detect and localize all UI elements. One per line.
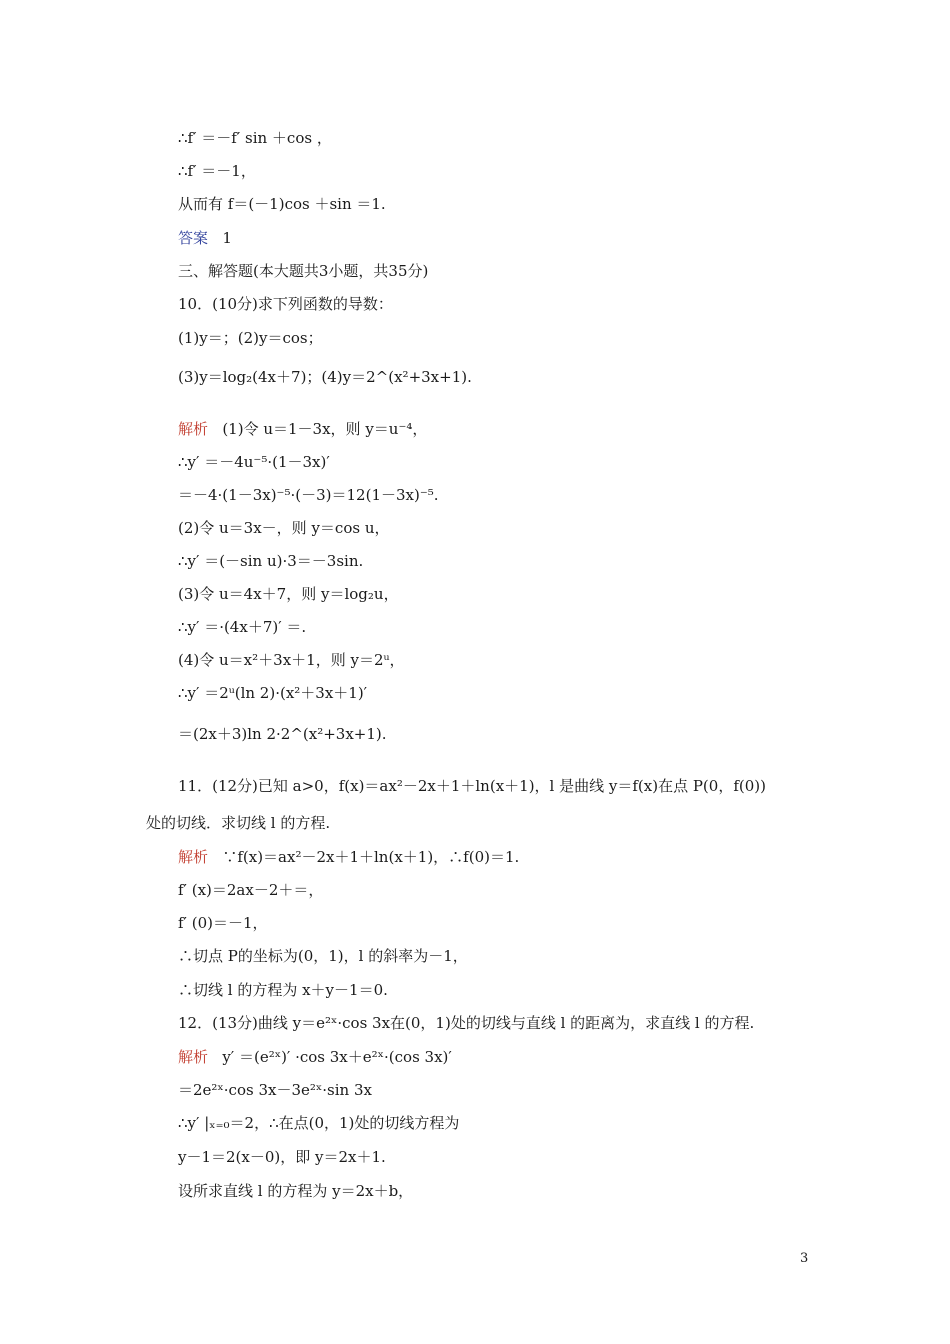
question-title: 11．(12分)已知 a>0，f(x)＝ax²－2x＋1＋ln(x＋1)，l 是曲线 y＝f(x)在点 P(0，f(0)): [178, 777, 766, 795]
text-line: 处的切线．求切线 l 的方程.: [146, 814, 331, 832]
text-line: (3)令 u＝4x＋7，则 y＝log₂u，: [178, 585, 399, 603]
text-line: 从而有 f＝(－1)cos ＋sin ＝1.: [178, 195, 386, 213]
answer-label: 答案: [178, 229, 209, 247]
solution-text: (1)令 u＝1－3x，则 y＝u⁻⁴，: [222, 420, 428, 438]
text-line: f′ (0)＝－1，: [178, 914, 268, 932]
text-line: (3)y＝log₂(4x＋7)；(4)y＝2^(x²+3x+1).: [178, 368, 472, 386]
text-line: ∴切线 l 的方程为 x＋y－1＝0.: [178, 981, 388, 999]
page-number: 3: [800, 1251, 809, 1266]
text-line: ∴y′ ＝－4u⁻⁵·(1－3x)′: [178, 453, 330, 471]
solution-label: 解析: [178, 420, 209, 438]
question-title: 10．(10分)求下列函数的导数：: [178, 295, 393, 313]
section-heading: 三、解答题(本大题共3小题，共35分): [178, 262, 429, 280]
solution-line: [178, 847, 519, 867]
text-line: (1)y＝；(2)y＝cos；: [178, 329, 323, 347]
text-line: ＝－4·(1－3x)⁻⁵·(－3)＝12(1－3x)⁻⁵.: [178, 486, 439, 504]
answer-line: [178, 228, 232, 248]
text-line: ∴f′ ＝－1，: [178, 162, 256, 180]
solution-text: ∵f(x)＝ax²－2x＋1＋ln(x＋1)，∴f(0)＝1.: [222, 848, 520, 866]
solution-text: y′ ＝(e²ˣ)′ ·cos 3x＋e²ˣ·(cos 3x)′: [222, 1048, 452, 1066]
text-line: ∴y′ ＝·(4x＋7)′ ＝.: [178, 618, 307, 636]
text-line: ＝2e²ˣ·cos 3x－3e²ˣ·sin 3x: [178, 1081, 372, 1099]
text-line: (4)令 u＝x²＋3x＋1，则 y＝2ᵘ，: [178, 651, 405, 669]
solution-label: 解析: [178, 1048, 209, 1066]
text-line: ∴y′ ＝(－sin u)·3＝－3sin.: [178, 552, 364, 570]
question-title: 12．(13分)曲线 y＝e²ˣ·cos 3x在(0，1)处的切线与直线 l 的距离为，求直线 l 的方程.: [178, 1014, 755, 1032]
solution-line: [178, 1047, 452, 1067]
solution-line: [178, 419, 427, 439]
text-line: ∴切点 P的坐标为(0，1)，l 的斜率为－1，: [178, 947, 468, 965]
text-line: ∴y′ |ₓ₌₀＝2，∴在点(0，1)处的切线方程为: [178, 1114, 460, 1132]
solution-label: 解析: [178, 848, 209, 866]
text-line: ∴y′ ＝2ᵘ(ln 2)·(x²＋3x＋1)′: [178, 684, 368, 702]
text-line: f′ (x)＝2ax－2＋＝，: [178, 881, 324, 899]
text-line: (2)令 u＝3x－，则 y＝cos u，: [178, 519, 390, 537]
text-line: ∴f′ ＝－f′ sin ＋cos ，: [178, 129, 332, 147]
text-line: 设所求直线 l 的方程为 y＝2x＋b，: [178, 1182, 414, 1200]
text-line: ＝(2x＋3)ln 2·2^(x²+3x+1).: [178, 725, 387, 743]
text-line: y－1＝2(x－0)，即 y＝2x＋1.: [178, 1148, 386, 1166]
answer-value: 1: [222, 229, 232, 247]
